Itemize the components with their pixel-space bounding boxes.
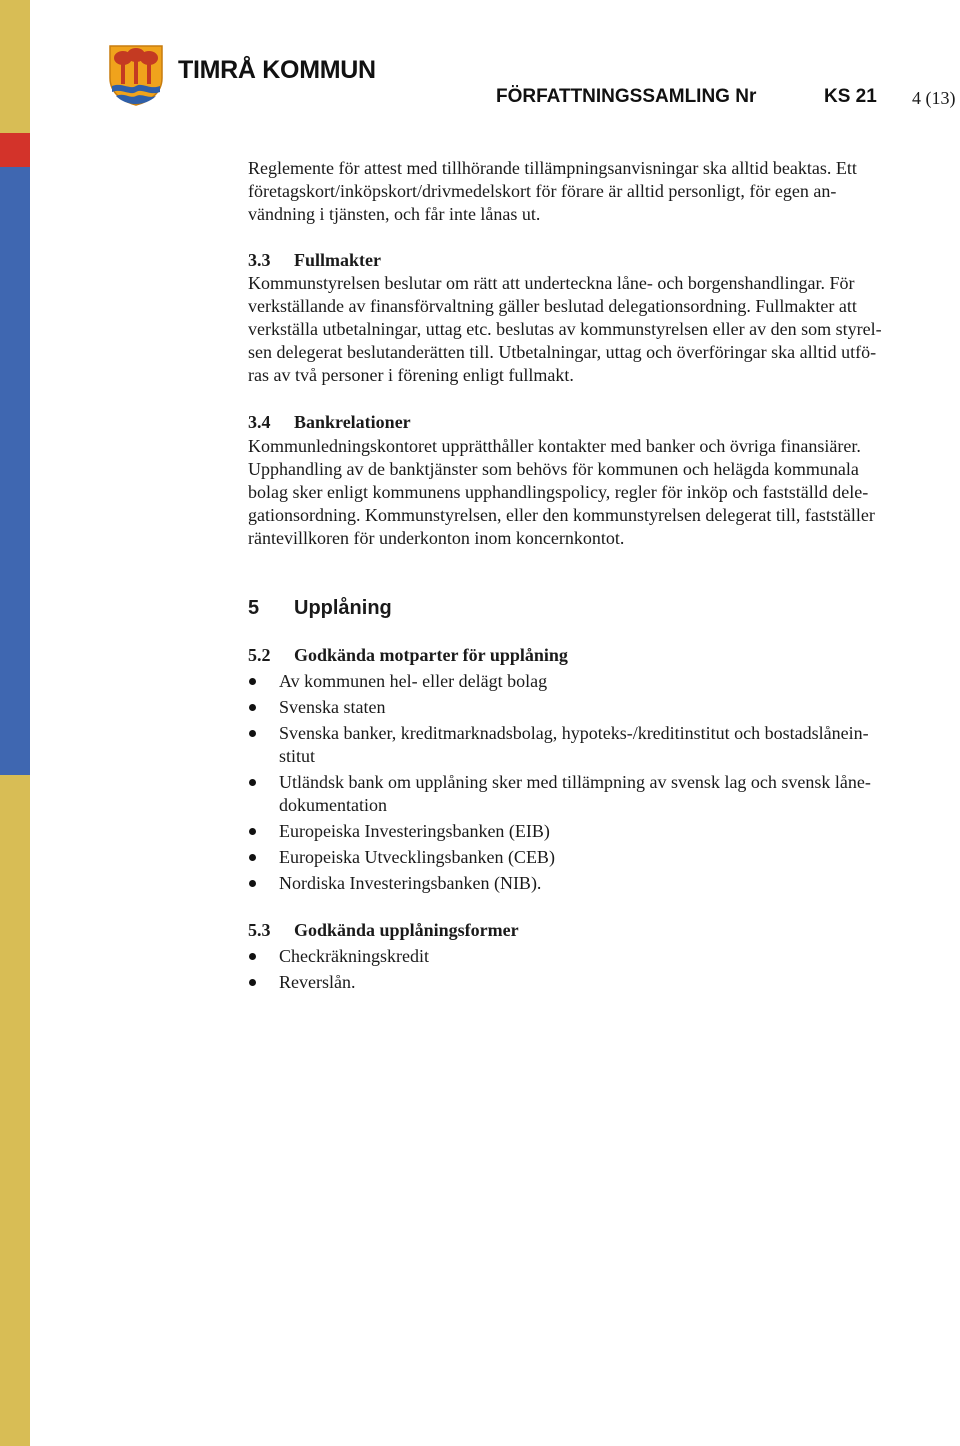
side-strip-yellow-bottom	[0, 775, 30, 1446]
bullet-icon	[249, 880, 256, 887]
section-number: 5	[248, 597, 260, 619]
side-strip-blue	[0, 167, 30, 775]
text-line: vändning i tjänsten, och får inte lånas ut.	[248, 204, 541, 224]
section-heading-5-3	[248, 919, 519, 942]
list-item	[248, 696, 871, 719]
text-line: bolag sker enligt kommunens upphandlingspolicy, regler för inköp och fastställd dele-	[248, 482, 869, 502]
section-number: 5.2	[248, 645, 271, 665]
bullet-icon	[249, 704, 256, 711]
list-item	[248, 771, 871, 817]
list-item	[248, 872, 871, 895]
text-line: Europeiska Investeringsbanken (EIB)	[279, 821, 550, 841]
text-line: stitut	[279, 746, 316, 766]
text-line: Upphandling av de banktjänster som behövs för kommunen och helägda kommunala	[248, 459, 859, 479]
section-heading-3-3	[248, 249, 381, 272]
text-line: Svenska banker, kreditmarknadsbolag, hypoteks-/kreditinstitut och bostadslånein-	[279, 723, 869, 743]
text-line: Reglemente för attest med tillhörande tillämpningsanvisningar ska alltid beaktas. Ett	[248, 158, 857, 178]
page-number: 4 (13)	[912, 88, 956, 108]
list-item	[248, 945, 429, 968]
section-number: 5.3	[248, 920, 271, 940]
text-line: Reverslån.	[279, 972, 356, 992]
text-line: Svenska staten	[279, 697, 386, 717]
coat-of-arms-icon	[108, 44, 164, 106]
text-line: sen delegerat beslutanderätten till. Utbetalningar, uttag och överföringar ska alltid utfö-	[248, 342, 877, 362]
text-line: verkställande av finansförvaltning gäller beslutad delegationsordning. Fullmakter att	[248, 296, 857, 316]
section-title: Fullmakter	[294, 250, 381, 270]
list-item	[248, 846, 871, 869]
counterparty-list	[248, 670, 871, 898]
list-item	[248, 722, 871, 768]
text-line: Kommunstyrelsen beslutar om rätt att underteckna låne- och borgenshandlingar. För	[248, 273, 855, 293]
side-strip-yellow-top	[0, 0, 30, 133]
list-item	[248, 670, 871, 693]
text-line: Checkräkningskredit	[279, 946, 429, 966]
text-line: räntevillkoren för underkonton inom koncernkontot.	[248, 528, 625, 548]
list-item	[248, 971, 429, 994]
text-line: gationsordning. Kommunstyrelsen, eller den kommunstyrelsen delegerat till, fastställer	[248, 505, 875, 525]
text-line: dokumentation	[279, 795, 387, 815]
section-title: Upplåning	[294, 597, 392, 619]
bullet-icon	[249, 779, 256, 786]
text-line: Kommunledningskontoret upprätthåller kontakter med banker och övriga finansiärer.	[248, 436, 861, 456]
list-item	[248, 820, 871, 843]
section-3-3-paragraph	[248, 272, 938, 387]
header-title: FÖRFATTNINGSSAMLING Nr	[496, 86, 757, 107]
section-title: Godkända upplåningsformer	[294, 920, 519, 940]
header-code: KS 21	[824, 86, 877, 107]
bullet-icon	[249, 828, 256, 835]
borrowing-forms-list	[248, 945, 429, 997]
text-line: företagskort/inköpskort/drivmedelskort för förare är alltid personligt, för egen an-	[248, 181, 837, 201]
bullet-icon	[249, 953, 256, 960]
bullet-icon	[249, 730, 256, 737]
text-line: Utländsk bank om upplåning sker med tillämpning av svensk lag och svensk låne-	[279, 772, 871, 792]
intro-paragraph	[248, 157, 938, 226]
section-3-4-paragraph	[248, 435, 938, 550]
section-heading-3-4	[248, 411, 411, 434]
section-title: Godkända motparter för upplåning	[294, 645, 568, 665]
section-heading-5-2	[248, 644, 568, 667]
text-line: Europeiska Utvecklingsbanken (CEB)	[279, 847, 555, 867]
bullet-icon	[249, 678, 256, 685]
text-line: Av kommunen hel- eller delägt bolag	[279, 671, 548, 691]
text-line: Nordiska Investeringsbanken (NIB).	[279, 873, 542, 893]
section-heading-5	[248, 597, 392, 620]
text-line: verkställa utbetalningar, uttag etc. beslutas av kommunstyrelsen eller av den som styrel-	[248, 319, 882, 339]
bullet-icon	[249, 854, 256, 861]
text-line: ras av två personer i förening enligt fullmakt.	[248, 365, 574, 385]
section-number: 3.3	[248, 250, 271, 270]
bullet-icon	[249, 979, 256, 986]
section-number: 3.4	[248, 412, 271, 432]
logo-wordmark: TIMRÅ KOMMUN	[178, 56, 376, 84]
section-title: Bankrelationer	[294, 412, 411, 432]
side-strip-red	[0, 133, 30, 167]
